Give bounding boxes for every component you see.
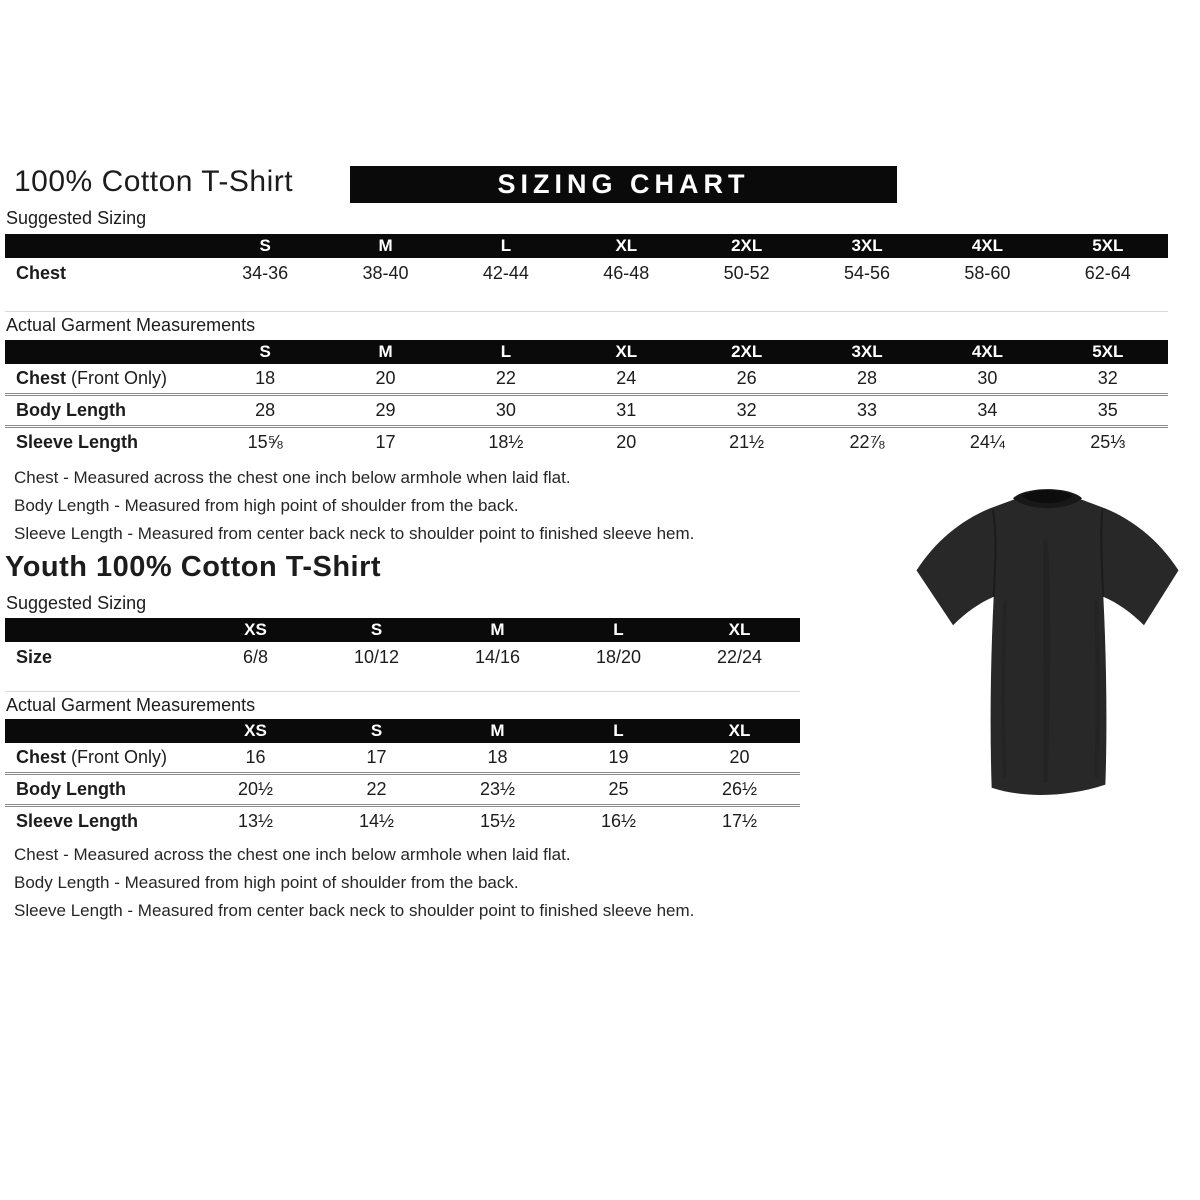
- table-row-body-length: [5, 772, 800, 804]
- adult-title: 100% Cotton T-Shirt: [14, 165, 294, 198]
- cell: 14½: [358, 811, 395, 831]
- adult-suggested-sizing-table: [5, 234, 1168, 288]
- row-label: Chest: [16, 262, 67, 283]
- column-header: 3XL: [851, 342, 883, 361]
- cell: 28: [255, 400, 276, 420]
- divider-line: [5, 691, 800, 692]
- table-row-body-length: [5, 393, 1168, 425]
- column-header: L: [500, 236, 512, 255]
- column-header: 4XL: [971, 342, 1004, 361]
- cell: 17: [375, 432, 396, 452]
- cell: 18/20: [595, 646, 642, 667]
- cell: 62-64: [1084, 262, 1131, 283]
- cell: 14/16: [474, 646, 521, 667]
- column-header: S: [259, 342, 271, 361]
- table-row-chest: [5, 364, 1168, 393]
- table-header-row: [5, 618, 800, 642]
- note-body-length: Body Length - Measured from high point of shoulder from the back.: [14, 496, 519, 515]
- cell: 18: [255, 368, 276, 388]
- row-label: Sleeve Length: [16, 432, 139, 452]
- cell: 26½: [721, 779, 758, 799]
- column-header: XL: [728, 721, 751, 740]
- cell: 38-40: [362, 262, 409, 283]
- row-label: Size: [16, 646, 53, 667]
- row-label-suffix: (Front Only): [66, 368, 168, 388]
- cell: 35: [1097, 400, 1118, 420]
- note-sleeve-length: Sleeve Length - Measured from center back neck to shoulder point to finished sleeve hem.: [14, 524, 695, 543]
- cell: 31: [616, 400, 637, 420]
- black-tshirt-image: [895, 478, 1200, 808]
- cell: 22/24: [716, 646, 763, 667]
- youth-measurement-notes: [14, 841, 694, 925]
- column-header: M: [490, 721, 505, 740]
- cell: 46-48: [603, 262, 650, 283]
- cell: 25: [608, 779, 629, 799]
- youth-title: Youth 100% Cotton T-Shirt: [5, 551, 382, 583]
- youth-actual-measurements-table: [5, 719, 800, 836]
- youth-suggested-sizing-table: [5, 618, 800, 672]
- column-header: M: [378, 342, 393, 361]
- column-header: S: [370, 620, 383, 639]
- cell: 15⅝: [247, 432, 283, 452]
- cell: 24¼: [969, 432, 1005, 452]
- column-header: S: [370, 721, 383, 740]
- cell: 30: [495, 400, 516, 420]
- cell: 23½: [479, 779, 516, 799]
- youth-actual-measurements-label: Actual Garment Measurements: [6, 695, 256, 715]
- column-header: M: [490, 620, 505, 639]
- table-row-sleeve-length: [5, 804, 800, 836]
- column-header: XL: [615, 342, 638, 361]
- adult-suggested-sizing-label: Suggested Sizing: [6, 208, 147, 228]
- cell: 34: [977, 400, 998, 420]
- cell: 6/8: [242, 646, 269, 667]
- table-header-row: [5, 719, 800, 743]
- table-row-chest: [5, 258, 1168, 288]
- note-chest: Chest - Measured across the chest one inch below armhole when laid flat.: [14, 845, 571, 864]
- column-header: 5XL: [1092, 236, 1124, 255]
- cell: 18: [487, 747, 508, 767]
- cell: 19: [608, 747, 629, 767]
- adult-actual-measurements-label: Actual Garment Measurements: [6, 315, 256, 335]
- cell: 20: [375, 368, 396, 388]
- cell: 21½: [729, 432, 765, 452]
- column-header: L: [500, 342, 512, 361]
- row-label: Sleeve Length: [16, 811, 139, 831]
- note-sleeve-length: Sleeve Length - Measured from center back neck to shoulder point to finished sleeve hem.: [14, 901, 695, 920]
- column-header: XL: [728, 620, 751, 639]
- cell: 24: [616, 368, 637, 388]
- row-label: Body Length: [16, 400, 126, 420]
- cell: 22⅞: [849, 432, 885, 452]
- cell: 22: [366, 779, 387, 799]
- row-label: Chest: [16, 368, 67, 388]
- cell: 33: [857, 400, 878, 420]
- table-header-row: [5, 340, 1168, 364]
- cell: 16½: [600, 811, 637, 831]
- cell: 58-60: [964, 262, 1011, 283]
- cell: 32: [1097, 368, 1118, 388]
- column-header: 2XL: [731, 342, 763, 361]
- column-header: 2XL: [731, 236, 763, 255]
- cell: 28: [857, 368, 878, 388]
- sizing-chart-banner: SIZING CHART: [350, 166, 897, 203]
- cell: 18½: [488, 432, 524, 452]
- row-label-suffix: (Front Only): [66, 747, 168, 767]
- adult-measurement-notes: [14, 464, 694, 548]
- row-label: Body Length: [16, 779, 126, 799]
- column-header: XS: [244, 721, 267, 740]
- cell: 26: [736, 368, 757, 388]
- cell: 34-36: [242, 262, 289, 283]
- cell: 30: [977, 368, 998, 388]
- cell: 16: [245, 747, 266, 767]
- cell: 20: [616, 432, 637, 452]
- cell: 20½: [237, 779, 274, 799]
- cell: 20: [729, 747, 750, 767]
- column-header: S: [259, 236, 271, 255]
- column-header: 3XL: [851, 236, 883, 255]
- cell: 17½: [721, 811, 758, 831]
- column-header: L: [613, 721, 624, 740]
- column-header: L: [613, 620, 624, 639]
- note-chest: Chest - Measured across the chest one inch below armhole when laid flat.: [14, 468, 571, 487]
- column-header: XL: [615, 236, 638, 255]
- tshirt-graphic: [895, 478, 1200, 808]
- column-header: XS: [244, 620, 267, 639]
- table-header-row: [5, 234, 1168, 258]
- cell: 50-52: [723, 262, 770, 283]
- cell: 25⅓: [1090, 432, 1126, 452]
- cell: 17: [366, 747, 387, 767]
- cell: 29: [375, 400, 396, 420]
- cell: 15½: [479, 811, 516, 831]
- cell: 13½: [237, 811, 274, 831]
- cell: 54-56: [844, 262, 891, 283]
- table-row-sleeve-length: [5, 425, 1168, 457]
- table-row-size: [5, 642, 800, 672]
- cell: 10/12: [353, 646, 400, 667]
- cell: 42-44: [482, 262, 529, 283]
- adult-actual-measurements-table: [5, 340, 1168, 457]
- cell: 32: [736, 400, 757, 420]
- cell: 22: [495, 368, 516, 388]
- table-row-chest: [5, 743, 800, 772]
- divider-line: [5, 311, 1168, 312]
- youth-suggested-sizing-label: Suggested Sizing: [6, 593, 147, 613]
- column-header: 5XL: [1092, 342, 1124, 361]
- column-header: 4XL: [971, 236, 1004, 255]
- column-header: M: [378, 236, 393, 255]
- note-body-length: Body Length - Measured from high point of shoulder from the back.: [14, 873, 519, 892]
- row-label: Chest: [16, 747, 67, 767]
